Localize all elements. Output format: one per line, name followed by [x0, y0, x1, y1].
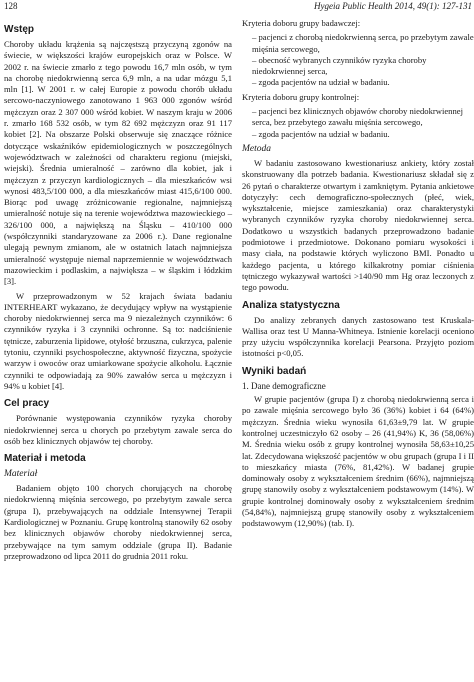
introduction-paragraph-2: W przeprowadzonym w 52 krajach świata badaniu INTERHEART wykazano, że decydujący wpływ na wystąpienie choroby niedokrwiennej serca ma 9 niezależnych czynników: 6 czynników ryzyka i 3 czynniki ochronne. Są to: nadciśnienie tętnicze, zaburzenia lipidowe, otyłość brzuszna, cukrzyca, palenie tytoniu, czynniki psychospołeczne, aktywność fizyczna, spożycie warzyw i owoców oraz umiarkowane spożycie alkoholu. Łącznie czynniki te odpowiadają za 90% zawałów serca u mężczyzn i 94% u kobiet [4]. [4, 290, 232, 391]
criteria-control-list [242, 106, 474, 140]
journal-citation: Hygeia Public Health 2014, 49(1): 127-131 [314, 1, 472, 11]
heading-aim: Cel pracy [4, 398, 50, 410]
heading-statistics: Analiza statystyczna [242, 299, 340, 311]
criteria-study-list [242, 32, 474, 88]
subheading-method: Metoda [242, 143, 272, 154]
heading-results: Wyniki badań [242, 365, 307, 377]
list-item: – zgoda pacjentów na udział w badaniu. [252, 129, 474, 140]
criteria-study-title: Kryteria doboru grupy badawczej: [242, 18, 361, 28]
running-header [0, 0, 474, 12]
list-item: – pacjenci z chorobą niedokrwienną serca, po przebytym zawale mięśnia sercowego, [252, 32, 474, 55]
page-number: 128 [4, 1, 18, 11]
results-paragraph: W grupie pacjentów (grupa I) z chorobą niedokrwienną serca i po zawale mięśnia sercowego było 36 (36%) kobiet i 64 (64%) mężczyzn. Średnia wieku wynosiła 61,63±9,79 lat. W grupie kontrolnej uczestniczyło 62 osoby – 26 (41,94%) K, 36 (58,06%) M. Średnia wieku osób z grupy kontrolnej wynosiła 58,63±10,25 lat. Zdecydowana większość pacjentów w obu grupach (grupa I i II to mieszkańcy miasta (76%, 81,42%). W badanej grupie dominowały osoby z wykształceniem średnim (66%), najmniejszą grupę stanowiły osoby z wykształceniem podstawowym (14%). W grupie kontrolnej dominowały osoby z wykształceniem średnim (54,84%), najmniejszą grupę stanowiły osoby z wykształceniem podstawowym (12,90%) (tab. I). [242, 394, 474, 529]
right-column [242, 18, 474, 533]
material-paragraph: Badaniem objęto 100 chorych chorujących na chorobę niedokrwienną mięśnia sercowego, po przebytym zawale serca (grupa I), przebywających na oddziale Intensywnej Terapii Kardiologicznej w Poznaniu. Grupę kontrolną stanowiły 62 osoby bez klinicznych objawów choroby niedokrwiennej serca, przebywające na tym samym oddziale (grupa II). Badanie przeprowadzono od lipca 2011 do grudnia 2011 roku. [4, 483, 232, 561]
results-subheading: 1. Dane demograficzne [242, 380, 326, 391]
list-item: – obecność wybranych czynników ryzyka choroby niedokrwiennej serca, [252, 55, 474, 78]
statistics-paragraph: Do analizy zebranych danych zastosowano test Kruskala-Wallisa oraz test U Manna-Whitneya. Istnienie korelacji oceniono przy użyciu współczynnika korelacji Pearsona. Przyjęto poziom istotności p<0,05. [242, 314, 474, 359]
introduction-paragraph-1: Choroby układu krążenia są najczęstszą przyczyną zgonów na świecie, w większości krajów europejskich oraz w Polsce. W 2002 r. na świecie zmarło z tego powodu 16,7 mln osób, w tym na chorobę niedokrwienną serca 6,9 mln, a na udar mózgu 5,1 mln [1]. W 2001 r. w całej Europie z powodu chorób układu sercowo-naczyniowego zanotowano 1 963 000 zgonów wśród mężczyzn oraz 2 307 000 wśród kobiet. W naszym kraju w 2006 r. zmarło 168 532 osób, w tym 82 692 mężczyzn oraz 91 117 kobiet [2]. Na obszarze Polski obserwuje się znaczące różnice dotyczące wskaźników epidemiologicznych w poszczególnych województwach w zależności od charakteru regionu (miejski, wiejski). Średnia umieralność – zarówno dla kobiet, jak i mężczyzn z przyczyn kardiologicznych – dla mieszkańców wsi wynosi 483,5/100 000, a dla mieszkańców miast 415,6/100 000. Biorąc pod uwagę zróżnicowanie regionalne, najmniejszą umieralność notuje się na terenie województwa mazowieckiego – 326/100 000, a największą na Śląsku – 410/100 000 (współczynniki standaryzowane za 2006 r.). Dane regionalne ulegają pewnym zmianom, ale w ostatnich latach najmniejsza umieralność występuje niemal naprzemiennie w województwach mazowieckim i podlaskim, a największa – w śląskim i łódzkim [3]. [4, 39, 232, 287]
subheading-material: Materiał [4, 469, 38, 480]
method-paragraph: W badaniu zastosowano kwestionariusz ankiety, który został skonstruowany dla potrzeb badania. Kwestionariusz składał się z 26 pytań o charakterze otwartym i zamkniętym. Pytania ankietowe dotyczyły: cech demograficzno-społecznych (płeć, wiek, wykształcenie, miejsce zamieszkania) oraz charakterystyki wybranych czynników ryzyka choroby niedokrwiennej serca. Dodatkowo u wszystkich badanych przeprowadzono badanie podmiotowe i przedmiotowe. Dokonano pomiaru wysokości i masy ciała, na podstawie których wyliczono BMI. Ponadto u każdego pacjenta, u którego kilkakrotny pomiar ciśnienia tętniczego wykazywał wartości >140/90 mm Hg oraz leczonych z tego powodu. [242, 157, 474, 293]
aim-paragraph: Porównanie występowania czynników ryzyka choroby niedokrwiennej serca u chorych po przebytym zawale serca do osób bez klinicznych objawów tej choroby. [4, 413, 232, 446]
criteria-control-title: Kryteria doboru grupy kontrolnej: [242, 91, 360, 102]
list-item: – pacjenci bez klinicznych objawów choroby niedokrwiennej serca, bez przebytego zawału mięśnia sercowego, [252, 106, 474, 129]
heading-introduction: Wstęp [4, 24, 34, 35]
left-column [4, 18, 232, 565]
list-item: – zgoda pacjentów na udział w badaniu. [252, 77, 474, 88]
heading-materials-methods: Materiał i metoda [4, 453, 86, 465]
